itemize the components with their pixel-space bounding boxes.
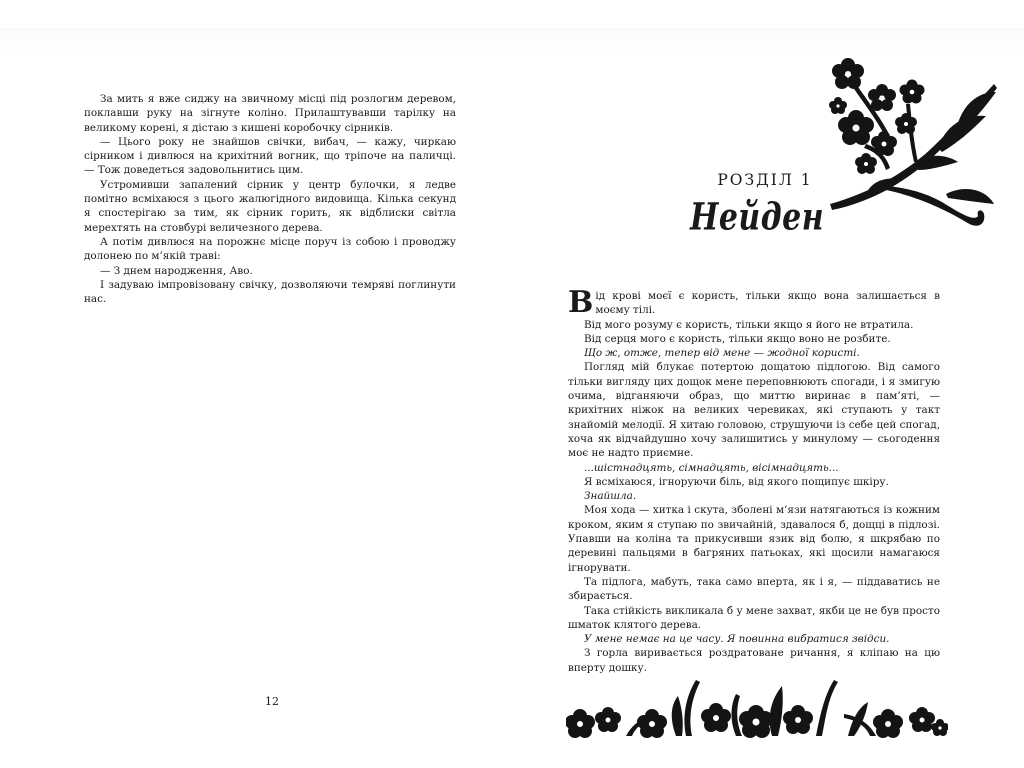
first-paragraph-text: ід крові моєї є користь, тільки якщо вона залишається в моєму тілі. [595, 290, 940, 317]
right-paragraph: Погляд мій блукає потертою дощатою підлогою. Від самого тільки вигляду цих дощок мене переповнюють спогади, і я змигую очима, відганяючи образ, що миттю виринає в пам’яті, — крихітних ніжок на великих черевиках, які ступають у такт знайомій мелодії. Я хитаю головою, струшуючи із себе цей спогад, хоча як відчайдушно хочу залишитись у минулому — сьогодення моє не надто приємне. [568, 361, 940, 460]
right-paragraph-italic: Що ж, отже, тепер від мене — жодної користі. [584, 347, 860, 360]
drop-cap: В [568, 285, 594, 320]
right-paragraph: Моя хода — хитка і скута, зболені м’язи натягаються із кожним кроком, яким я ступаю по звичайній, здавалося б, дощці в підлозі. Упавши на коліна та прикусивши язик від болю, я шкрябаю по деревині пальцями в багряних патьоках, які щосили намагаюся ігнорувати. [568, 504, 940, 574]
floral-border-icon [566, 676, 948, 742]
left-paragraph: А потім дивлюся на порожнє місце поруч із собою і проводжу долонею по м’якій траві: [84, 235, 456, 263]
left-paragraph: — Цього року не знайшов свічки, вибач, — кажу, чиркаю сірником і дивлюся на крихітний вогник, що тріпоче на паличці. — Тож доведеться задовольнитись цим. [84, 135, 456, 177]
page-number: 12 [265, 695, 279, 708]
right-paragraph-italic: Знайшла. [584, 490, 637, 503]
right-paragraph: З горла виривається роздратоване ричання, я кліпаю на цю вперту дошку. [568, 647, 940, 674]
right-paragraph: Від серця мого є користь, тільки якщо воно не розбите. [584, 332, 891, 345]
first-paragraph [568, 285, 940, 320]
right-paragraph-italic: У мене немає на це часу. Я повинна вибратися звідси. [584, 633, 890, 646]
right-paragraph: Від мого розуму є користь, тільки якщо я його не втратила. [584, 318, 914, 331]
right-paragraph: Така стійкість викликала б у мене захват, якби це не був просто шматок клятого дерева. [568, 604, 940, 631]
left-paragraph: І задуваю імпровізовану свічку, дозволяючи темряві поглинути нас. [84, 278, 456, 306]
left-paragraph: За мить я вже сиджу на звичному місці під розлогим деревом, поклавши руку на зігнуте коліно. Прилаштувавши тарілку на великому корені, я дістаю з кишені коробочку сірників. [84, 93, 456, 134]
right-paragraph: Та підлога, мабуть, така само вперта, як і я, — піддаватись не збирається. [568, 575, 940, 603]
left-paragraph: Устромивши запалений сірник у центр булочки, я ледве помітно всміхаюся з цього жалюгідного видовища. Кілька секунд я спостерігаю за тим, як сірник горить, як відблиски світла мерехтять на стовбурі величезного дерева. [84, 178, 456, 234]
chapter-title: Нейден [690, 195, 825, 240]
right-page-text [568, 285, 940, 675]
left-paragraph: — З днем народження, Аво. [100, 264, 253, 277]
right-paragraph-italic: ...шістнадцять, сімнадцять, вісімнадцять... [584, 461, 839, 474]
left-page-text [84, 92, 456, 306]
right-paragraph: Я всміхаюся, ігноруючи біль, від якого пощипує шкіру. [584, 475, 889, 488]
floral-branch-icon [826, 44, 1000, 248]
chapter-label: РОЗДІЛ 1 [717, 171, 813, 189]
